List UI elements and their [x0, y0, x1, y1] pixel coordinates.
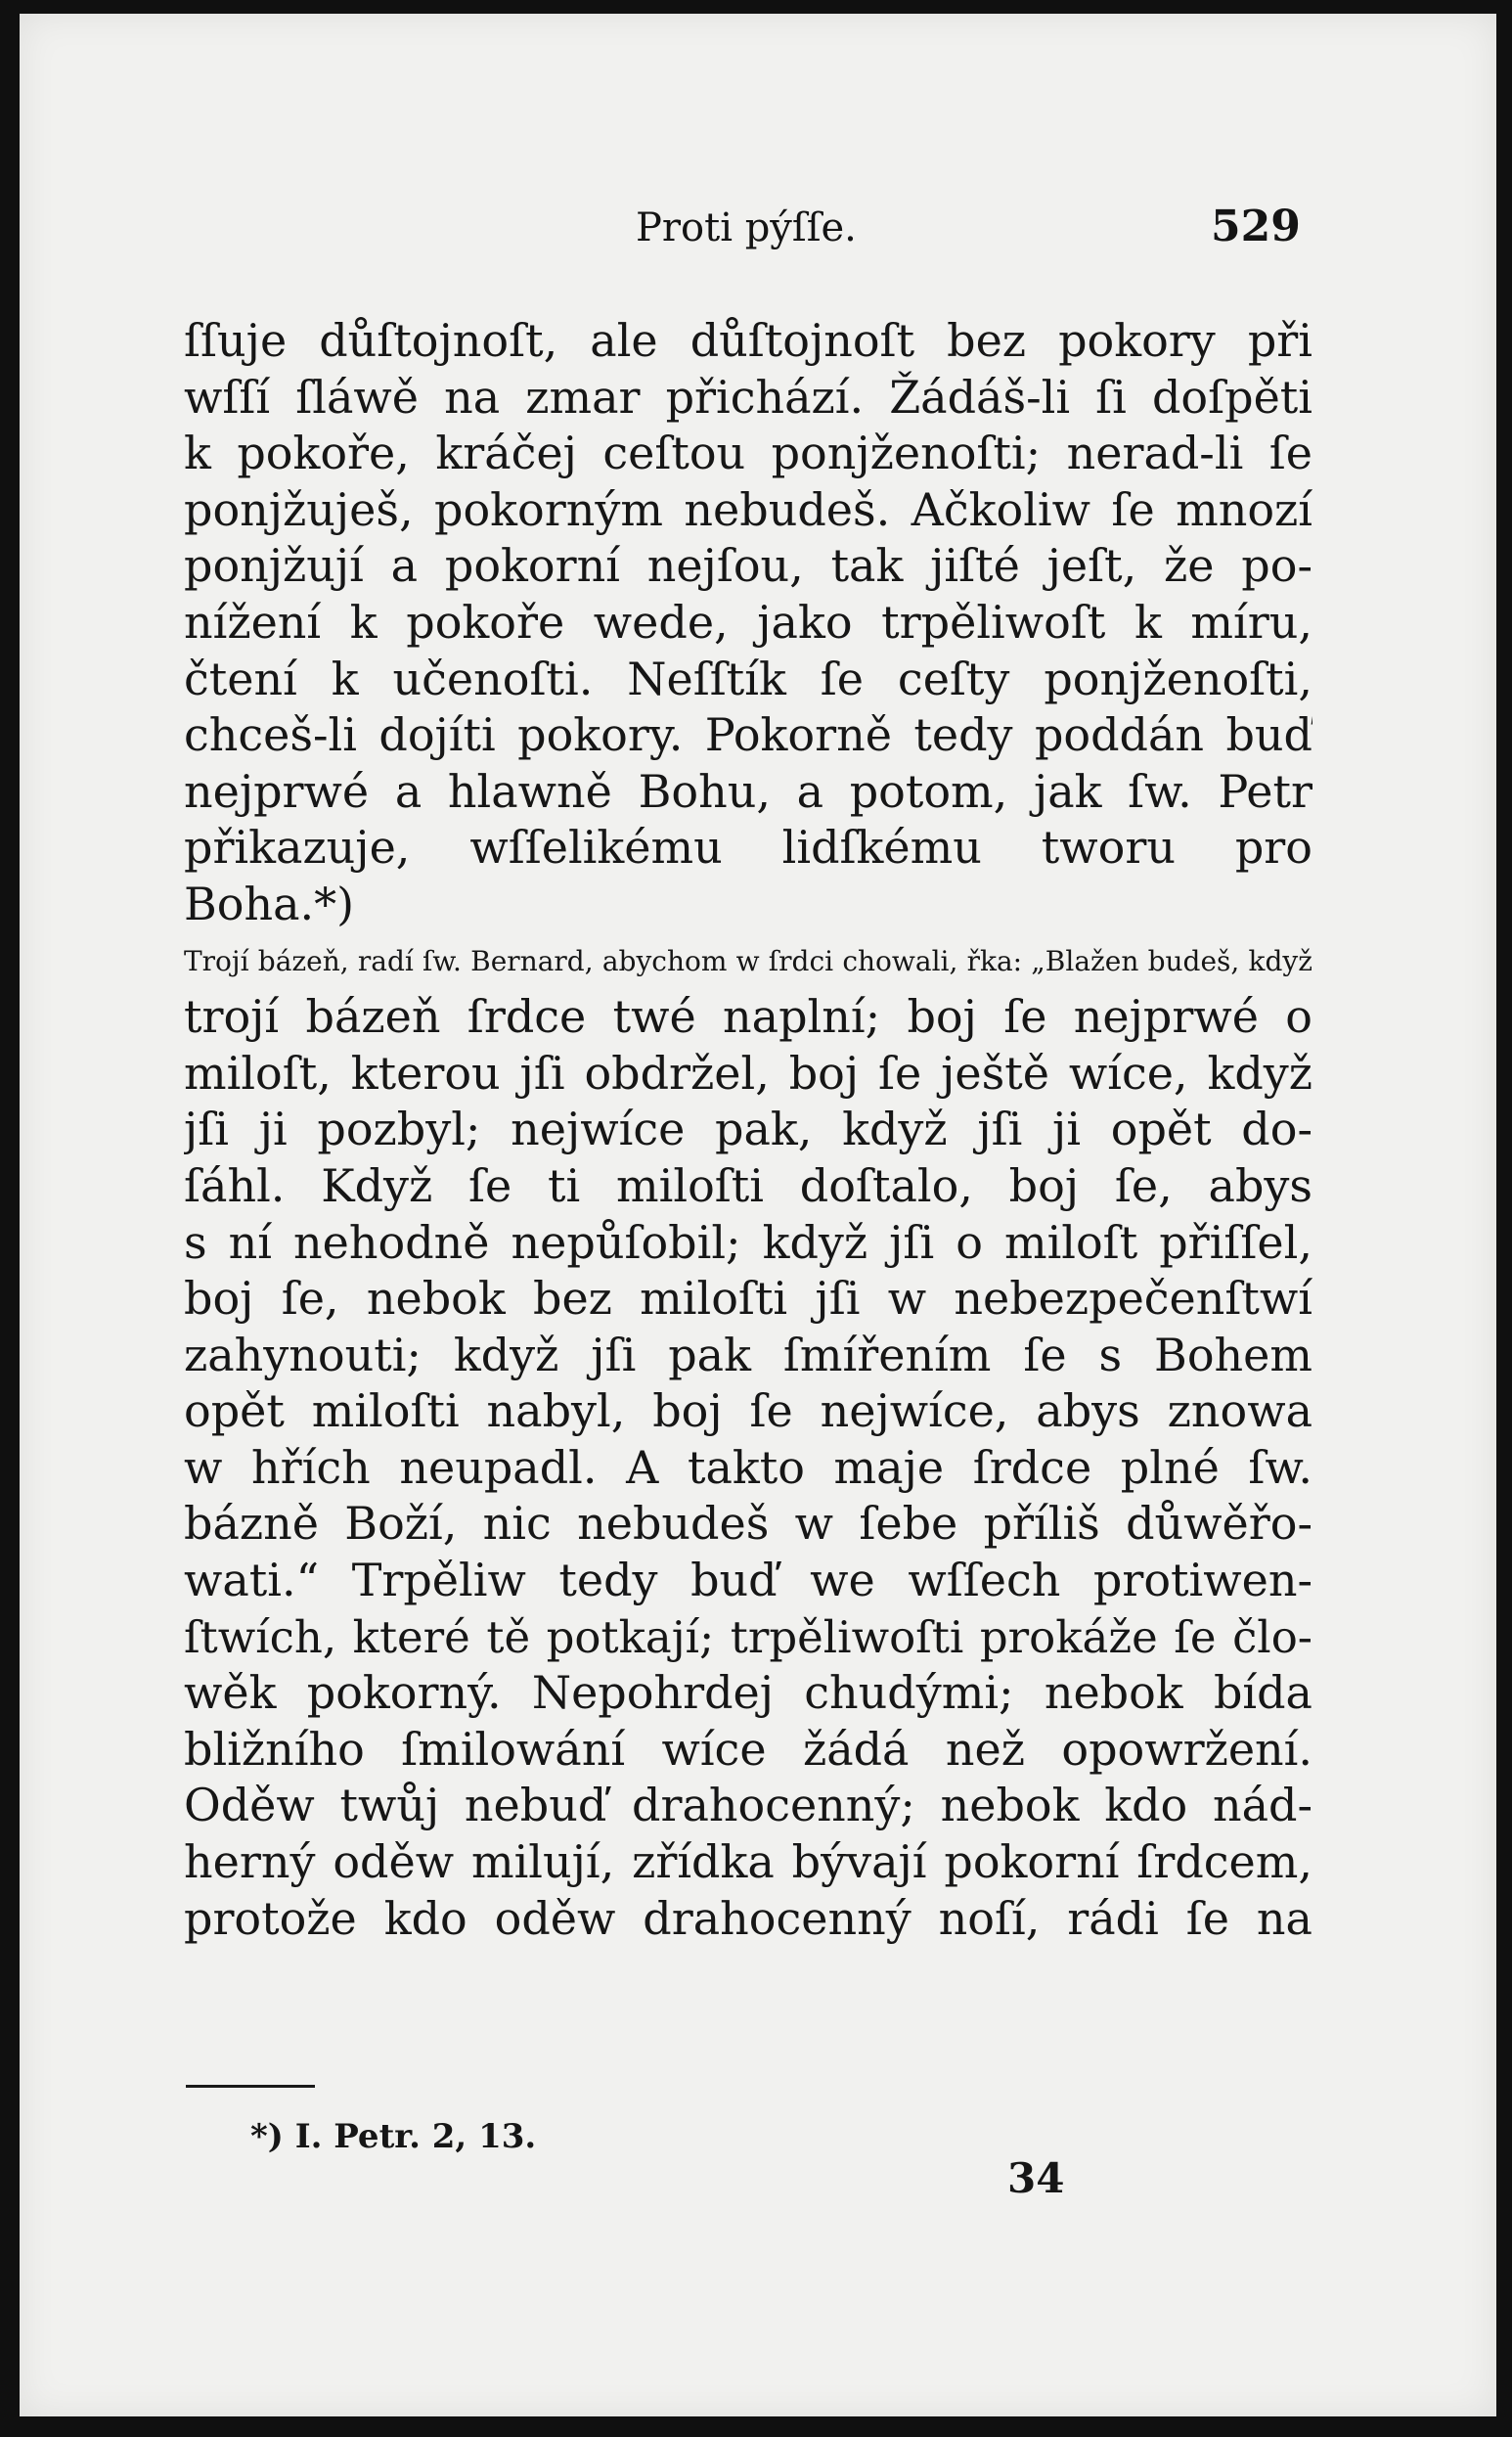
body-text: [184, 313, 1312, 1947]
text-line: Oděw twůj nebuď drahocenný; nebok kdo nád-: [184, 1779, 1312, 1832]
signature-mark: 34: [1007, 2154, 1065, 2202]
text-line: miloſt, kterou jſi obdržel, boj ſe ještě wíce, když: [184, 1046, 1312, 1100]
text-line: wati.“ Trpěliw tedy buď we wſſech protiwen-: [184, 1554, 1312, 1607]
text-line: wſſí ſláwě na zmar přichází. Žádáš-li ſi doſpěti: [184, 370, 1312, 424]
footnote: *) I. Petr. 2, 13.: [250, 2117, 537, 2156]
text-line: ponjžuješ, pokorným nebudeš. Ačkoliw ſe mnozí: [184, 482, 1312, 536]
running-head: Proti pýſſe.: [636, 205, 857, 250]
text-line: trojí bázeň ſrdce twé naplní; boj ſe nejprwé o: [184, 990, 1312, 1044]
text-line: boj ſe, nebok bez miloſti jſi w nebezpečenſtwí: [184, 1272, 1312, 1326]
text-line: ſſuje důſtojnoſt, ale důſtojnoſt bez pokory při: [184, 314, 1312, 367]
text-line: chceš-li dojíti pokory. Pokorně tedy poddán buď: [184, 708, 1312, 762]
book-page: [20, 14, 1496, 2416]
text-line: s ní nehodně nepůſobil; když jſi o miloſt přiſſel,: [184, 1215, 1312, 1269]
page-header: [20, 202, 1496, 264]
text-line: ſtwích, které tě potkají; trpěliwoſti prokáže ſe člo-: [184, 1610, 1312, 1663]
text-line: nížení k pokoře wede, jako trpěliwoſt k míru,: [184, 595, 1312, 649]
text-line: Trojí bázeň, radí ſw. Bernard, abychom w ſrdci chowali, řka: „Blažen budeš, když: [184, 944, 1312, 977]
text-line: herný oděw milují, zřídka bývají pokorní ſrdcem,: [184, 1835, 1312, 1889]
text-line: bližního ſmilowání wíce žádá než opowržení.: [184, 1722, 1312, 1776]
text-line: protože kdo oděw drahocenný noſí, rádi ſe na: [184, 1891, 1312, 1945]
text-line: bázně Boží, nic nebudeš w ſebe příliš důwěřo-: [184, 1497, 1312, 1551]
text-line: wěk pokorný. Nepohrdej chudými; nebok bída: [184, 1666, 1312, 1720]
text-line: w hřích neupadl. A takto maje ſrdce plné ſw.: [184, 1440, 1312, 1494]
text-line: opět miloſti nabyl, boj ſe nejwíce, abys znowa: [184, 1384, 1312, 1438]
text-line: přikazuje, wſſelikému lidſkému tworu pro: [184, 821, 1312, 875]
footnote-rule: [186, 2085, 315, 2088]
text-line: čtení k učenoſti. Neſſtík ſe ceſty ponjženoſti,: [184, 652, 1312, 705]
text-line: nejprwé a hlawně Bohu, a potom, jak ſw. Petr: [184, 764, 1312, 818]
text-line: ſáhl. Když ſe ti miloſti doſtalo, boj ſe, abys: [184, 1158, 1312, 1212]
text-line: k pokoře, kráčej ceſtou ponjženoſti; nerad-li ſe: [184, 427, 1312, 480]
text-line: jſi ji pozbyl; nejwíce pak, když jſi ji opět do-: [184, 1103, 1312, 1156]
text-line: Boha.*): [184, 877, 355, 930]
text-line: zahynouti; když jſi pak ſmířením ſe s Bohem: [184, 1328, 1312, 1381]
text-line: ponjžují a pokorní nejſou, tak jiſté jeſt, že po-: [184, 539, 1312, 593]
page-number: 529: [1211, 202, 1301, 251]
